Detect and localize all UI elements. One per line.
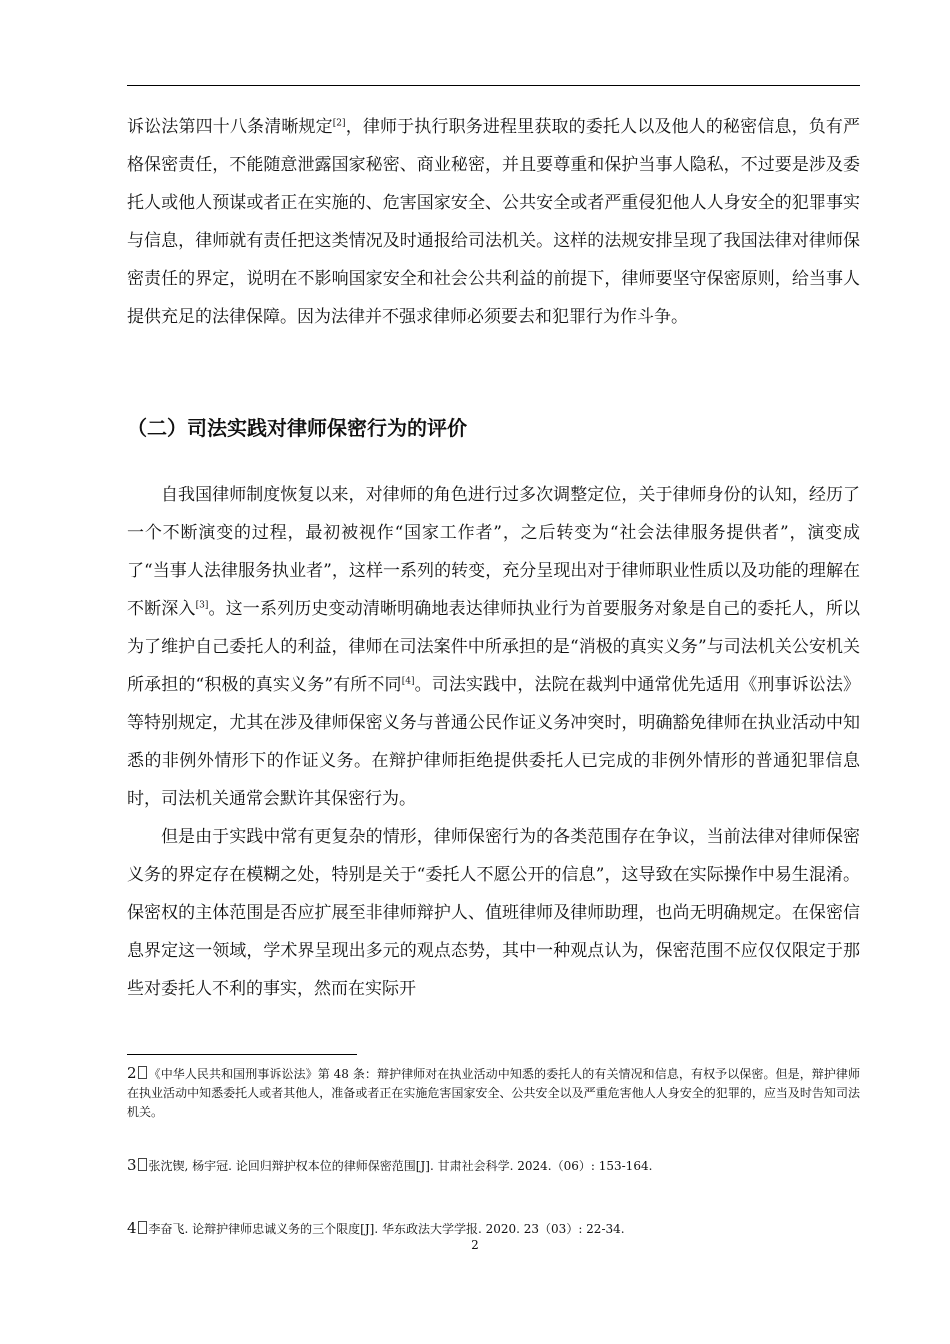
footnote-text: 《中华人民共和国刑事诉讼法》第 48 条：辩护律师对在执业活动中知悉的委托人的有关情况和信息，有权予以保密。但是，辩护律师在执业活动中知悉委托人或者其他人，准备或者正在实施危害国家安全、公共安全以及严重危害他人人身安全的犯罪的，应当及时告知司法机关。 [127,1067,860,1119]
citation-ref[interactable]: [4] [401,676,415,687]
paragraph: 自我国律师制度恢复以来，对律师的角色进行过多次调整定位，关于律师身份的认知，经历了一个不断演变的过程，最初被视作“国家工作者”，之后转变为“社会法律服务提供者”，演变成了“当事人法律服务执业者”，这样一系列的转变，充分呈现出对于律师职业性质以及功能的理解在不断深入[3]。这一系列历史变动清晰明确地表达律师执业行为首要服务对象是自己的委托人，所以为了维护自己委托人的利益，律师在司法案件中所承担的是“消极的真实义务”与司法机关公安机关所承担的“积极的真实义务”有所不同[4]。司法实践中，法院在裁判中通常优先适用《刑事诉讼法》等特别规定，尤其在涉及律师保密义务与普通公民作证义务冲突时，明确豁免律师在执业活动中知悉的非例外情形下的作证义务。在辩护律师拒绝提供委托人已完成的非例外情形的普通犯罪信息时，司法机关通常会默许其保密行为。 [127,485,861,809]
body-text-block-2 [127,476,860,1008]
footnote [127,1064,860,1122]
footnote-number: 4 [127,1219,137,1237]
placeholder-box-icon [138,1158,147,1171]
footnote-number: 2 [127,1064,137,1082]
footnote [127,1156,860,1176]
placeholder-box-icon [138,1066,147,1079]
citation-ref[interactable]: [2] [332,118,346,129]
header-rule [127,85,860,86]
section-heading: （二）司法实践对律师保密行为的评价 [127,416,467,440]
paragraph: 但是由于实践中常有更复杂的情形，律师保密行为的各类范围存在争议，当前法律对律师保密义务的界定存在模糊之处，特别是关于“委托人不愿公开的信息”，这导致在实际操作中易生混淆。保密权的主体范围是否应扩展至非律师辩护人、值班律师及律师助理，也尚无明确规定。在保密信息界定这一领域，学术界呈现出多元的观点态势，其中一种观点认为，保密范围不应仅仅限定于那些对委托人不利的事实，然而在实际开 [127,827,860,999]
footnote-number: 3 [127,1156,137,1174]
citation-ref[interactable]: [3] [195,600,209,611]
placeholder-box-icon [138,1221,147,1234]
footnote-text: 李奋飞. 论辩护律师忠诚义务的三个限度[J]. 华东政法大学学报. 2020. 23（03）: 22-34. [148,1222,625,1236]
footnote [127,1219,860,1239]
footnote-rule [127,1054,357,1055]
page-number: 2 [471,1238,479,1252]
paragraph: 诉讼法第四十八条清晰规定[2]，律师于执行职务进程里获取的委托人以及他人的秘密信息，负有严格保密责任，不能随意泄露国家秘密、商业秘密，并且要尊重和保护当事人隐私，不过要是涉及委托人或他人预谋或者正在实施的、危害国家安全、公共安全或者严重侵犯他人人身安全的犯罪事实与信息，律师就有责任把这类情况及时通报给司法机关。这样的法规安排呈现了我国法律对律师保密责任的界定，说明在不影响国家安全和社会公共利益的前提下，律师要坚守保密原则，给当事人提供充足的法律保障。因为法律并不强求律师必须要去和犯罪行为作斗争。 [127,117,861,327]
body-text-block-1 [127,108,860,336]
footnote-text: 张沈锲, 杨宇冠. 论回归辩护权本位的律师保密范围[J]. 甘肃社会科学. 2024.（06）: 153-164. [148,1159,653,1173]
